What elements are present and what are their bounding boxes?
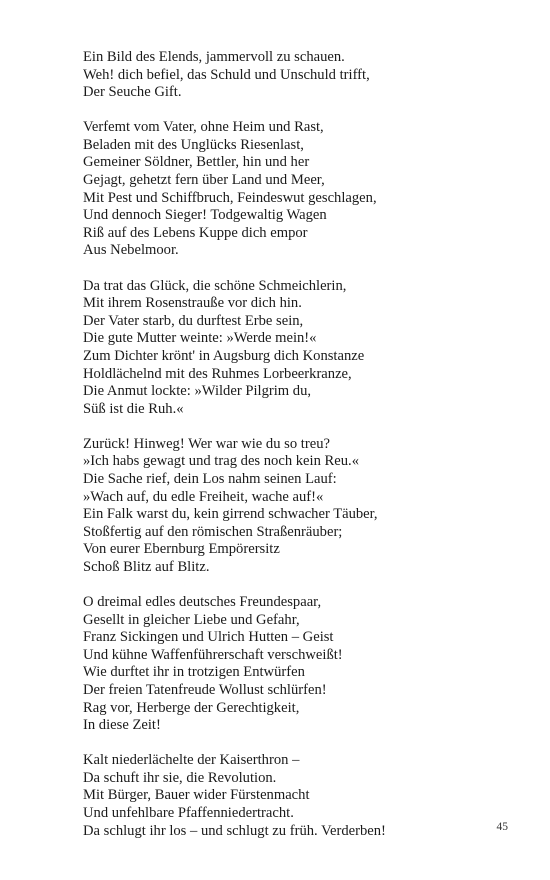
poem-line: Da schlugt ihr los – und schlugt zu früh. Verderben! <box>83 822 386 839</box>
poem-line: Gejagt, gehetzt fern über Land und Meer, <box>83 172 325 189</box>
poem-line: Und dennoch Sieger! Todgewaltig Wagen <box>83 207 327 224</box>
poem-line: Mit Bürger, Bauer wider Fürstenmacht <box>83 787 310 804</box>
stanza-1 <box>83 49 523 102</box>
poem-line: Der freien Tatenfreude Wollust schlürfen! <box>83 682 327 698</box>
poem-line: Weh! dich befiel, das Schuld und Unschuld trifft, <box>83 66 370 83</box>
page-number: 45 <box>496 821 508 833</box>
poem-line: »Wach auf, du edle Freiheit, wache auf!« <box>83 488 324 505</box>
poem-line: Und kühne Waffenführerschaft verschweißt! <box>83 646 343 663</box>
poem-line: Die gute Mutter weinte: »Werde mein!« <box>83 330 317 347</box>
poem-line: O dreimal edles deutsches Freundespaar, <box>83 594 322 611</box>
stanza-6 <box>83 752 523 840</box>
poem-line: Stoßfertig auf den römischen Straßenräuber; <box>83 523 343 540</box>
poem-line: Zum Dichter krönt' in Augsburg dich Konstanze <box>83 347 365 364</box>
poem-line: Ein Bild des Elends, jammervoll zu schauen. <box>83 49 345 65</box>
poem-line: Mit ihrem Rosenstrauße vor dich hin. <box>83 295 302 312</box>
poem-line: Der Seuche Gift. <box>83 84 182 101</box>
stanza-5 <box>83 594 523 735</box>
poem-line: Verfemt vom Vater, ohne Heim und Rast, <box>83 119 324 136</box>
poem-line: Von eurer Ebernburg Empörersitz <box>83 541 280 558</box>
poem-line: In diese Zeit! <box>83 717 161 734</box>
poem-line: Schoß Blitz auf Blitz. <box>83 558 210 575</box>
stanza-4 <box>83 436 523 577</box>
poem-line: Zurück! Hinweg! Wer war wie du so treu? <box>83 435 330 452</box>
poem-line: Holdlächelnd mit des Ruhmes Lorbeerkranze, <box>83 365 352 382</box>
poem-line: Süß ist die Ruh.« <box>83 400 184 417</box>
poem-line: Wie durftet ihr in trotzigen Entwürfen <box>83 664 305 681</box>
poem-line: Ein Falk warst du, kein girrend schwacher Täuber, <box>83 506 378 523</box>
poem-line: Da trat das Glück, die schöne Schmeichlerin, <box>83 277 347 294</box>
poem-line: Der Vater starb, du durftest Erbe sein, <box>83 312 304 329</box>
poem-line: »Ich habs gewagt und trag des noch kein Reu.« <box>83 453 359 470</box>
poem-line: Aus Nebelmoor. <box>83 242 179 259</box>
stanza-3 <box>83 278 523 419</box>
poem-line: Rag vor, Herberge der Gerechtigkeit, <box>83 699 300 716</box>
poem-line: Da schuft ihr sie, die Revolution. <box>83 769 277 786</box>
poem-line: Beladen mit des Unglücks Riesenlast, <box>83 136 304 153</box>
poem-body <box>83 49 523 858</box>
poem-line: Die Sache rief, dein Los nahm seinen Lauf: <box>83 470 337 487</box>
poem-line: Mit Pest und Schiffbruch, Feindeswut geschlagen, <box>83 189 377 206</box>
poem-line: Gesellt in gleicher Liebe und Gefahr, <box>83 611 300 628</box>
stanza-2 <box>83 119 523 260</box>
poem-line: Die Anmut lockte: »Wilder Pilgrim du, <box>83 383 312 400</box>
poem-line: Gemeiner Söldner, Bettler, hin und her <box>83 154 310 171</box>
poem-line: Riß auf des Lebens Kuppe dich empor <box>83 224 308 241</box>
poem-line: Und unfehlbare Pfaffenniedertracht. <box>83 805 294 822</box>
poem-line: Franz Sickingen und Ulrich Hutten – Geist <box>83 629 334 646</box>
poem-line: Kalt niederlächelte der Kaiserthron – <box>83 752 300 769</box>
